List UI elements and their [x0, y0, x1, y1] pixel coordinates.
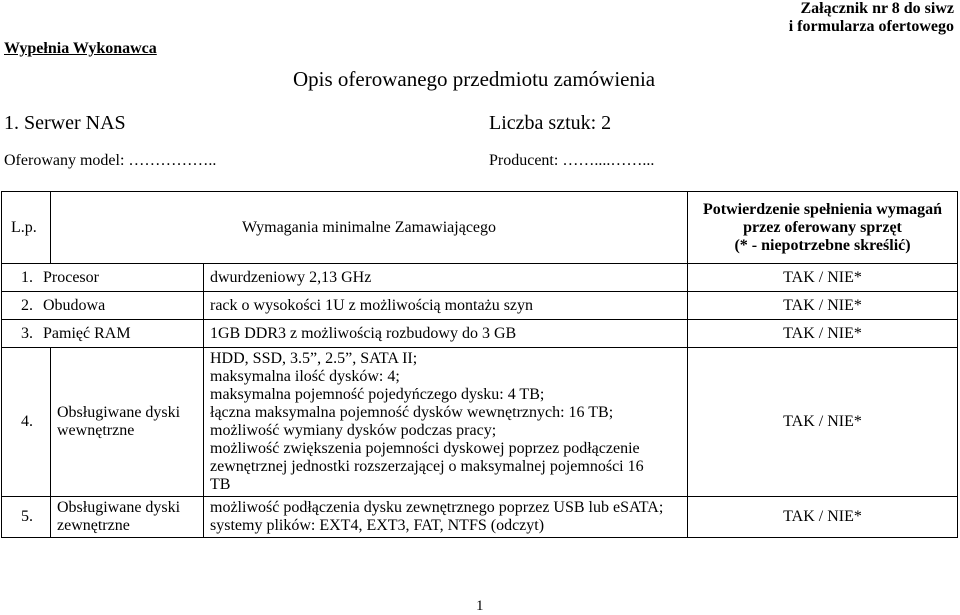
row-4-item-line-1: Obsługiwane dyski: [57, 404, 181, 421]
spec-line: TB: [210, 476, 231, 493]
row-number: 1.: [21, 268, 33, 286]
table-row: [2, 292, 958, 320]
row-4-item: [51, 348, 204, 497]
row-5-number: 5.: [2, 497, 51, 538]
table-row: [2, 497, 958, 538]
row-number: 3.: [21, 324, 33, 342]
table-header-row: [2, 192, 958, 264]
row-5-item-line-2: zewnętrzne: [57, 517, 130, 534]
row-5-item-line-1: Obsługiwane dyski: [57, 499, 181, 516]
page-title: Opis oferowanego przedmiotu zamówienia: [293, 67, 656, 91]
row-4-confirm[interactable]: TAK / NIE*: [688, 348, 958, 497]
row-4-item-line-2: wewnętrzne: [57, 422, 135, 439]
section-title: 1. Serwer NAS: [4, 112, 126, 134]
fill-by-label: Wypełnia Wykonawca: [4, 40, 157, 57]
requirements-table: [1, 191, 958, 538]
spec-line: HDD, SSD, 3.5”, 2.5”, SATA II;: [210, 350, 418, 367]
quantity-label: Liczba sztuk: 2: [489, 112, 612, 134]
row-2-item: [2, 292, 204, 320]
row-4-spec: [204, 348, 688, 497]
producer-field[interactable]: Producent: ……....……...: [489, 152, 655, 169]
row-4-number: 4.: [2, 348, 51, 497]
annex-line-2: i formularza ofertowego: [788, 18, 954, 35]
page-number: 1: [476, 598, 484, 614]
spec-line: łączna maksymalna pojemność dysków wewnętrznych: 16 TB;: [210, 404, 614, 421]
header-confirmation: [688, 192, 958, 264]
header-confirmation-line-3: (* - niepotrzebne skreślić): [734, 236, 911, 254]
spec-line: maksymalna pojemność pojedyńczego dysku: 4 TB;: [210, 386, 545, 403]
row-1-item: [2, 264, 204, 292]
header-requirements: Wymagania minimalne Zamawiającego: [51, 192, 688, 264]
row-5-spec: [204, 497, 688, 538]
row-5-item: [51, 497, 204, 538]
spec-line: możliwość wymiany dysków podczas pracy;: [210, 422, 497, 439]
row-number: 2.: [21, 296, 33, 314]
header-lp: L.p.: [2, 192, 51, 264]
row-item-name: Obudowa: [43, 296, 106, 314]
row-3-confirm[interactable]: TAK / NIE*: [688, 320, 958, 348]
spec-line: możliwość zwiększenia pojemności dyskowej poprzez podłączenie: [210, 440, 640, 457]
table-row: [2, 348, 958, 497]
annex-line-1: Załącznik nr 8 do siwz: [800, 0, 954, 17]
spec-line: systemy plików: EXT4, EXT3, FAT, NTFS (odczyt): [210, 517, 545, 534]
spec-line: maksymalna ilość dysków: 4;: [210, 368, 400, 385]
table-row: [2, 264, 958, 292]
offered-model-field[interactable]: Oferowany model: ……………..: [4, 152, 217, 169]
header-confirmation-line-1: Potwierdzenie spełnienia wymagań: [702, 200, 943, 218]
spec-line: możliwość podłączenia dysku zewnętrznego poprzez USB lub eSATA;: [210, 499, 664, 516]
row-1-confirm[interactable]: TAK / NIE*: [688, 264, 958, 292]
annex-note: [789, 0, 954, 36]
row-1-spec: dwurdzeniowy 2,13 GHz: [204, 264, 688, 292]
row-2-confirm[interactable]: TAK / NIE*: [688, 292, 958, 320]
header-confirmation-line-2: przez oferowany sprzęt: [743, 218, 902, 236]
row-3-item: [2, 320, 204, 348]
table-row: [2, 320, 958, 348]
row-5-confirm[interactable]: TAK / NIE*: [688, 497, 958, 538]
row-2-spec: rack o wysokości 1U z możliwością montażu szyn: [204, 292, 688, 320]
spec-line: zewnętrznej jednostki rozszerzającej o maksymalnej pojemności 16: [210, 458, 644, 475]
row-3-spec: 1GB DDR3 z możliwością rozbudowy do 3 GB: [204, 320, 688, 348]
row-item-name: Procesor: [43, 268, 99, 286]
row-item-name: Pamięć RAM: [43, 324, 131, 342]
